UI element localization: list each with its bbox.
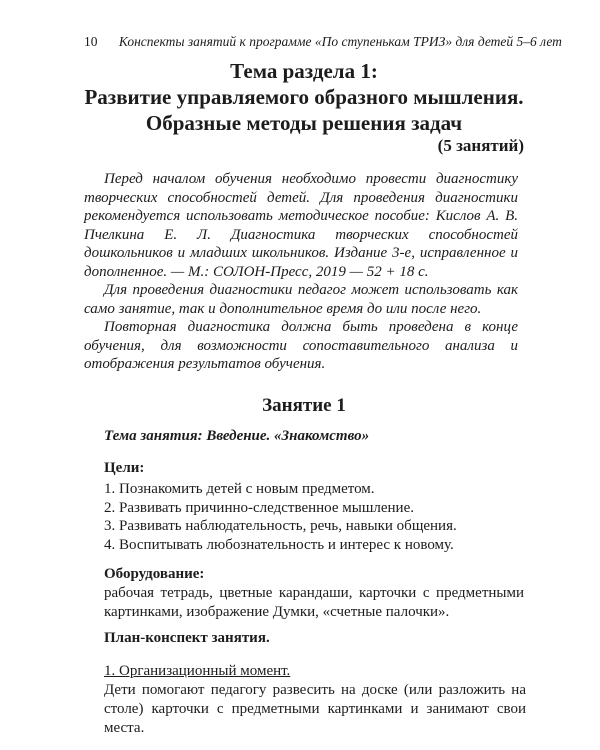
goals-list [104, 480, 524, 554]
goal-item: 3. Развивать наблюдательность, речь, навыки общения. [104, 518, 457, 534]
equipment-title: Оборудование: [104, 566, 205, 582]
section-title [84, 58, 524, 136]
running-title: Конспекты занятий к программе «По ступенькам ТРИЗ» для детей 5–6 лет [118, 34, 562, 49]
goals-title: Цели: [104, 460, 145, 476]
page-number: 10 [84, 34, 98, 49]
lesson-title: Занятие 1 [262, 395, 346, 416]
section-title-line: Образные методы решения задач [145, 111, 463, 135]
org-moment-text: Дети помогают педагогу развесить на доске (или разложить на столе) карточки с предметными картинками и занимают свои места. [104, 682, 526, 736]
intro-block [84, 170, 518, 374]
equipment-text: рабочая тетрадь, цветные карандаши, карточки с предметными картинками, изображение Думки, «счетные палочки». [104, 585, 524, 620]
goal-item: 4. Воспитывать любознательность и интерес к новому. [104, 536, 454, 553]
sessions-count: (5 занятий) [437, 136, 524, 155]
goal-item: 1. Познакомить детей с новым предметом. [104, 481, 375, 497]
goal-item: 2. Развивать причинно-следственное мышление. [104, 499, 414, 516]
section-title-line: Тема раздела 1: [230, 59, 378, 83]
lesson-topic: Тема занятия: Введение. «Знакомство» [104, 428, 370, 444]
intro-paragraph: Перед началом обучения необходимо провести диагностику творческих способностей детей. Для проведения диагностики рекомендуется использовать методическое пособие: Кислов А. В. Пчелкина Е. Л. Диагностика творческих способностей дошкольников и младших школьников. Издание 3-е, исправленное и дополненное. — М.: СОЛОН-Пресс, 2019 — 52 + 18 с. [84, 171, 518, 280]
plan-title: План-конспект занятия. [104, 630, 270, 646]
intro-paragraph: Повторная диагностика должна быть проведена в конце обучения, для возможности сопоставительного анализа и отображения результатов обучения. [84, 319, 518, 372]
intro-paragraph: Для проведения диагностики педагог может использовать как само занятие, так и дополнительное время до или после него. [84, 282, 518, 317]
org-moment-heading: 1. Организационный момент. [104, 663, 291, 679]
section-title-line: Развитие управляемого образного мышления. [84, 85, 524, 109]
running-header [84, 34, 562, 50]
